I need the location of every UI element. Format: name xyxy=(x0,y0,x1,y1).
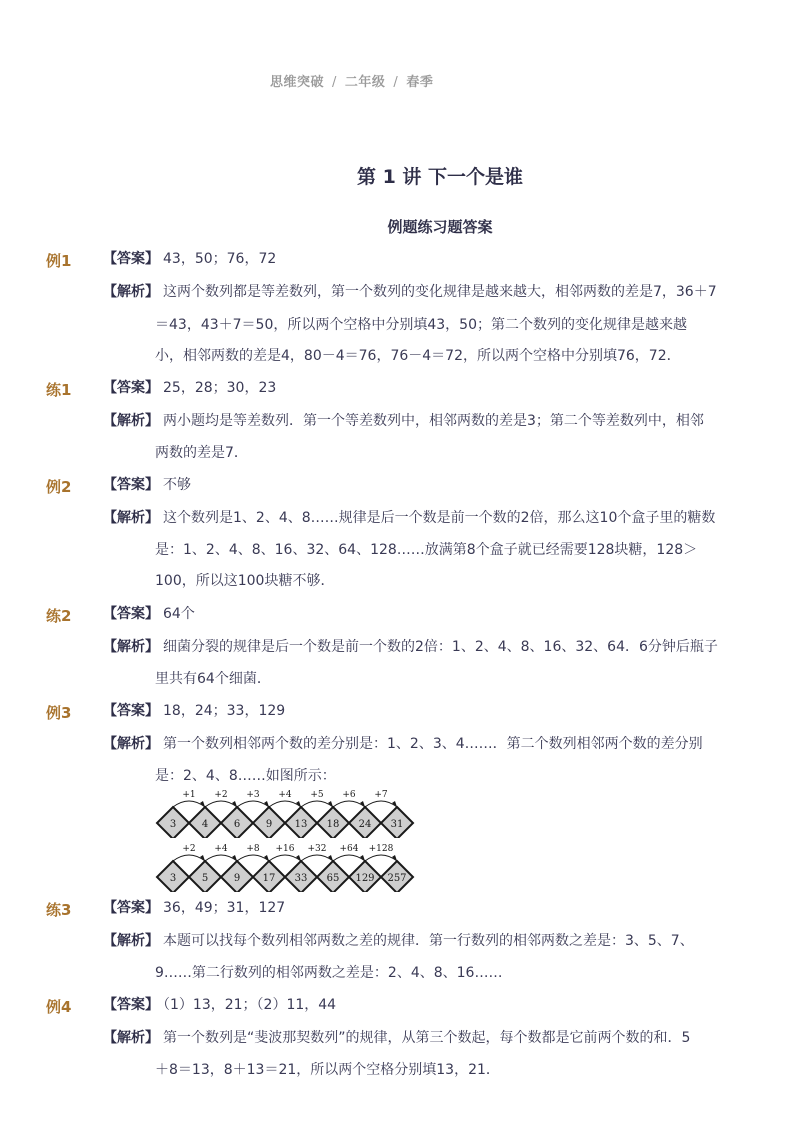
analysis-text: 第一个数列相邻两个数的差分别是：1、2、3、4……．第二个数列相邻两个数的差分别 xyxy=(163,736,703,752)
item-tag: 练2 xyxy=(46,607,72,625)
section-subtitle: 例题练习题答案 xyxy=(387,218,493,236)
sequence-value: 129 xyxy=(355,873,375,884)
answer-text: 64个 xyxy=(163,606,195,622)
analysis-label: 【解析】 xyxy=(103,639,159,655)
difference-label: +128 xyxy=(368,844,394,854)
answer-label: 【答案】 xyxy=(103,380,159,396)
analysis-text: 100，所以这100块糖不够． xyxy=(155,573,335,589)
difference-arrow xyxy=(333,801,365,807)
answer-text: 不够 xyxy=(163,477,191,493)
difference-label: +6 xyxy=(342,790,356,800)
difference-arrow xyxy=(301,801,333,807)
answer-label: 【答案】 xyxy=(103,606,159,622)
difference-arrow xyxy=(301,855,333,861)
header-separator: / xyxy=(393,75,399,90)
sequence-value: 5 xyxy=(201,873,209,884)
sequence-value: 18 xyxy=(326,819,340,830)
difference-label: +4 xyxy=(214,844,228,854)
difference-label: +4 xyxy=(278,790,292,800)
analysis-text: 这两个数列都是等差数列，第一个数列的变化规律是越来越大，相邻两数的差是7，36＋7 xyxy=(163,284,717,300)
analysis-label: 【解析】 xyxy=(103,933,159,949)
header-grade: 二年级 xyxy=(344,75,386,90)
analysis-text: 9……第二行数列的相邻两数之差是：2、4、8、16…… xyxy=(155,965,503,981)
header-separator: / xyxy=(332,75,337,90)
sequence-value: 257 xyxy=(387,873,407,884)
analysis-text: ＋8＝13，8＋13＝21，所以两个空格分别填13，21． xyxy=(155,1062,500,1078)
analysis-row xyxy=(103,729,703,760)
lecture-title: 第 1 讲 下一个是谁 xyxy=(356,166,524,188)
item-tag: 例2 xyxy=(46,478,72,496)
answer-text: （1）13，21；（2）11，44 xyxy=(163,997,337,1013)
item-tag: 练1 xyxy=(46,381,72,399)
analysis-row xyxy=(103,277,717,308)
analysis-text: 本题可以找每个数列相邻两数之差的规律．第一行数列的相邻两数之差是：3、5、7、 xyxy=(163,933,694,949)
answer-text: 43，50；76，72 xyxy=(163,251,277,267)
answer-text: 25，28；30，23 xyxy=(163,380,277,396)
difference-label: +3 xyxy=(246,790,260,800)
analysis-text: 是：1、2、4、8、16、32、64、128……放满第8个盒子就已经需要128块糖，128＞ xyxy=(155,542,698,558)
analysis-row xyxy=(103,1023,690,1054)
analysis-text: ＝43，43＋7＝50，所以两个空格中分别填43，50；第二个数列的变化规律是越来越 xyxy=(155,317,687,333)
answer-label: 【答案】 xyxy=(103,997,159,1013)
answer-row xyxy=(103,990,336,1021)
difference-arrow xyxy=(269,801,301,807)
answer-row xyxy=(103,244,276,275)
analysis-row xyxy=(103,926,694,957)
analysis-label: 【解析】 xyxy=(103,413,159,429)
sequence-value: 6 xyxy=(233,819,241,830)
difference-arrow xyxy=(205,801,237,807)
analysis-label: 【解析】 xyxy=(103,1030,159,1046)
difference-arrow xyxy=(205,855,237,861)
analysis-text: 两小题均是等差数列．第一个等差数列中，相邻两数的差是3；第二个等差数列中，相邻 xyxy=(163,413,704,429)
item-tag: 练3 xyxy=(46,901,72,919)
answer-row xyxy=(103,696,285,727)
answer-text: 18，24；33，129 xyxy=(163,703,286,719)
item-tag: 例3 xyxy=(46,704,72,722)
sequence-value: 65 xyxy=(326,873,340,884)
analysis-row xyxy=(103,503,715,534)
difference-label: +2 xyxy=(214,790,228,800)
answer-label: 【答案】 xyxy=(103,900,159,916)
analysis-text: 第一个数列是“斐波那契数列”的规律，从第三个数起，每个数都是它前两个数的和．5 xyxy=(163,1030,691,1046)
item-tag: 例1 xyxy=(46,252,72,270)
difference-label: +5 xyxy=(310,790,324,800)
answer-label: 【答案】 xyxy=(103,477,159,493)
difference-label: +7 xyxy=(374,790,388,800)
analysis-text: 这个数列是1、2、4、8……规律是后一个数是前一个数的2倍，那么这10个盒子里的糖数 xyxy=(163,510,716,526)
answer-row xyxy=(103,893,285,924)
difference-label: +1 xyxy=(182,790,196,800)
sequence-value: 9 xyxy=(265,819,273,830)
sequence-value: 24 xyxy=(358,819,372,830)
sequence-value: 31 xyxy=(390,819,404,830)
answer-label: 【答案】 xyxy=(103,703,159,719)
analysis-text: 里共有64个细菌． xyxy=(155,671,271,687)
header-term: 春季 xyxy=(406,75,434,90)
difference-arrow xyxy=(269,855,301,861)
difference-arrow xyxy=(173,855,205,861)
page-header xyxy=(270,71,433,90)
difference-arrow xyxy=(333,855,365,861)
analysis-text: 小，相邻两数的差是4，80－4＝76，76－4＝72，所以两个空格中分别填76，72． xyxy=(155,348,681,364)
difference-label: +2 xyxy=(182,844,196,854)
difference-label: +64 xyxy=(339,844,359,854)
difference-arrow xyxy=(365,801,397,807)
analysis-row xyxy=(103,406,704,437)
difference-arrow xyxy=(237,801,269,807)
sequence-value: 3 xyxy=(169,873,177,884)
answer-text: 36，49；31，127 xyxy=(163,900,286,916)
analysis-label: 【解析】 xyxy=(103,510,159,526)
analysis-text: 细菌分裂的规律是后一个数是前一个数的2倍：1、2、4、8、16、32、64．6分钟后瓶子 xyxy=(163,639,718,655)
answer-row xyxy=(103,599,195,630)
difference-arrow xyxy=(237,855,269,861)
answer-row xyxy=(103,373,276,404)
sequence-value: 17 xyxy=(262,873,276,884)
header-subject: 思维突破 xyxy=(270,75,325,90)
sequence-diagram-row-1 xyxy=(155,786,425,838)
difference-label: +16 xyxy=(275,844,295,854)
sequence-value: 33 xyxy=(294,873,308,884)
sequence-value: 13 xyxy=(294,819,308,830)
sequence-value: 9 xyxy=(233,873,241,884)
answer-row xyxy=(103,470,191,501)
analysis-row xyxy=(103,632,718,663)
analysis-text: 两数的差是7． xyxy=(155,445,248,461)
item-tag: 例4 xyxy=(46,998,72,1016)
analysis-label: 【解析】 xyxy=(103,736,159,752)
difference-arrow xyxy=(365,855,397,861)
difference-arrow xyxy=(173,801,205,807)
sequence-value: 4 xyxy=(201,819,209,830)
analysis-text: 是：2、4、8……如图所示： xyxy=(155,768,336,784)
difference-label: +32 xyxy=(307,844,327,854)
analysis-label: 【解析】 xyxy=(103,284,159,300)
sequence-diagram-row-2 xyxy=(155,840,425,892)
sequence-value: 3 xyxy=(169,819,177,830)
answer-label: 【答案】 xyxy=(103,251,159,267)
difference-label: +8 xyxy=(246,844,260,854)
